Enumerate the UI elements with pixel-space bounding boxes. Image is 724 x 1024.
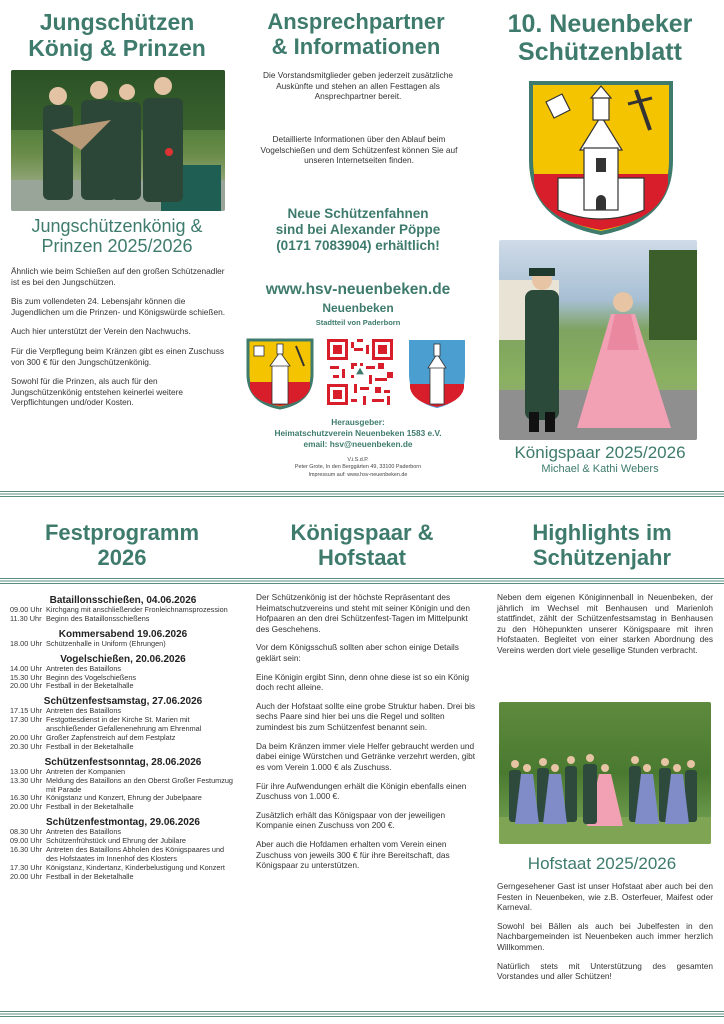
schuetzenblatt-title (482, 10, 718, 66)
notice-line: Neue Schützenfahnen (287, 206, 429, 221)
paragraph: Zusätzlich erhält das Königspaar von der jeweiligen Kompanie einen Zuschuss von 200 €. (256, 809, 446, 831)
paragraph: Sowohl bei Bällen als auch bei Jubelfesten in den Nachbargemeinden ist Neuenbeken auch immer herzlich Willkommen. (497, 920, 713, 953)
schedule-heading: Vogelschießen, 20.06.2026 (60, 653, 186, 665)
paragraph: Natürlich stets mit Unterstützung des gesamten Vorstandes und aller Schützen! (497, 960, 713, 982)
schedule-time: 17.15 Uhr (10, 706, 43, 716)
district-name: Stadtteil von Paderborn (315, 318, 401, 327)
schedule-time: 20.30 Uhr (10, 741, 43, 751)
schedule-text: Schützenfrühstück und Ehrung der Jubilare (46, 836, 186, 846)
highlights-text (497, 881, 713, 982)
schedule-item (10, 716, 236, 734)
paragraph: Auch hier unterstützt der Verein den Nachwuchs. (11, 326, 191, 337)
schedule-text: Königstanz, Kindertanz, Kinderbelustigung und Konzert (46, 862, 225, 872)
bottom-divider (0, 1011, 724, 1017)
schedule-time: 20.00 Uhr (10, 733, 43, 743)
schedule-text: Meldung des Bataillons an den Oberst Großer Festumzug mit Parade (46, 775, 233, 794)
schedule-text: Festball in der Beketalhalle (46, 741, 134, 751)
schedule-text: Antreten des Bataillons (46, 663, 122, 673)
jungschuetzen-photo (11, 70, 225, 211)
schedule-heading: Schützenfestsamstag, 27.06.2026 (43, 696, 203, 708)
schedule-text: Festball in der Beketalhalle (46, 802, 134, 812)
title-line: Königspaar & (290, 520, 434, 545)
schedule-item (10, 777, 236, 795)
schedule-time: 18.00 Uhr (10, 638, 43, 648)
schedule-time: 17.30 Uhr (10, 862, 43, 872)
photo-illustration (11, 70, 225, 211)
crest-small-icon (246, 338, 314, 410)
caption-line: Prinzen 2025/2026 (41, 236, 193, 257)
paragraph: Auch der Hofstaat sollte eine grobe Struktur haben. Drei bis sechs Paare sind hier bei uns die Regel und sollten zumindest bis zum Schützenfest benannt sein. (256, 700, 476, 733)
publisher-name: Heimatschutzverein Neuenbeken 1583 e.V. (274, 427, 442, 438)
paragraph: Sowohl für die Prinzen, als auch für den Jungschützenkönig entstehen keinerlei weitere Verpflichtungen und/oder Kosten. (11, 376, 184, 408)
schedule-time: 13.30 Uhr (10, 775, 43, 785)
title-line: Ansprechpartner (267, 9, 445, 34)
schedule-time: 16.30 Uhr (10, 845, 43, 855)
schedule-item (10, 640, 236, 649)
hofstaat-caption: Hofstaat 2025/2026 (527, 854, 677, 873)
schedule-time: 08.30 Uhr (10, 827, 43, 837)
festprogramm-schedule (10, 590, 236, 882)
paragraph: Gerngesehener Gast ist unser Hofstaat aber auch bei den Festen in Neuenbeken, wie z.B. Osterfeuer, Maifest oder Karneval. (497, 881, 713, 913)
schedule-heading: Schützenfestsonntag, 28.06.2026 (44, 756, 202, 768)
schedule-time: 20.00 Uhr (10, 802, 43, 812)
publisher-block (244, 417, 472, 449)
details-text: Detaillierte Informationen über den Ablauf beim Vogelschießen und dem Schützenfest können Sie auf unseren Internetseiten finden. (260, 134, 458, 166)
title-line: König & Prinzen (28, 34, 206, 61)
schedule-text: Beginn des Vogelschießens (46, 672, 137, 682)
schedule-time: 09.00 Uhr (10, 605, 43, 614)
schedule-time: 15.30 Uhr (10, 672, 43, 682)
schedule-text: Antreten des Bataillons (46, 827, 122, 837)
flags-notice (244, 206, 472, 255)
schedule-item (10, 682, 236, 691)
schedule-item (10, 803, 236, 812)
qr-code-icon[interactable] (327, 339, 393, 405)
schedule-item (10, 873, 236, 882)
koenigspaar-names: Michael & Kathi Webers (541, 463, 659, 475)
schedule-item (10, 615, 236, 624)
koenigspaar-hofstaat-title (244, 521, 480, 570)
vsdp-text: V.i.S.d.P. (347, 457, 369, 463)
publisher-label: Herausgeber: (331, 417, 385, 427)
schedule-text: Schützenhalle in Uniform (Ehrungen) (46, 638, 166, 648)
legal-block (244, 457, 472, 479)
ansprechpartner-title (242, 10, 470, 59)
paragraph: Da beim Kränzen immer viele Helfer gebraucht werden und dabei einige Würstchen und Getränke verzehrt werden, gibt es vom Verein 1.000 € als Zuschuss. (256, 740, 476, 772)
title-line: 2026 (97, 544, 147, 570)
intro-text: Die Vorstandsmitglieder geben jederzeit zusätzliche Auskünfte und stehen an allen Festtagen als Ansprechpartner bereit. (262, 70, 453, 102)
koenigspaar-caption: Königspaar 2025/2026 (514, 443, 686, 462)
schedule-text: Kirchgang mit anschließender Fronleichnamsprozession (46, 605, 228, 614)
address-text: Peter Grote, In den Berggärten 49, 33100 Paderborn (294, 464, 422, 471)
title-line: Schützenjahr (532, 544, 672, 570)
website-link[interactable]: www.hsv-neuenbeken.de (265, 281, 451, 298)
publisher-email[interactable]: email: hsv@neuenbeken.de (303, 438, 413, 449)
schedule-text: Festball in der Beketalhalle (46, 871, 134, 881)
schedule-heading: Bataillonsschießen, 04.06.2026 (49, 595, 197, 606)
schedule-time: 20.00 Uhr (10, 871, 43, 881)
section-divider (0, 578, 724, 584)
jungschuetzen-text (11, 266, 227, 408)
schedule-text: Antreten der Kompanien (46, 766, 126, 776)
title-line: Jungschützen (39, 9, 195, 35)
schedule-time: 13.00 Uhr (10, 766, 43, 776)
schedule-item (10, 743, 236, 752)
paragraph: Ähnlich wie beim Schießen auf den großen Schützenadler ist es bei den Jungschützen. (11, 266, 225, 287)
schedule-text: Antreten des Bataillons Abholen des Königspaares und des Hofstaates im Innenhof des Klosters (46, 845, 225, 863)
koenigspaar-text (256, 592, 476, 871)
jungschuetzen-title (8, 10, 226, 62)
schedule-time: 09.00 Uhr (10, 836, 43, 846)
highlights-title (484, 521, 720, 570)
town-name: Neuenbeken (322, 301, 394, 315)
schedule-text: Großer Zapfenstreich auf dem Festplatz (46, 733, 176, 743)
schedule-time: 17.30 Uhr (10, 715, 43, 725)
schedule-text: Beginn des Bataillonsschießens (46, 613, 150, 623)
schedule-time: 14.00 Uhr (10, 663, 43, 673)
festprogramm-title (4, 521, 240, 570)
schedule-text: Festball in der Beketalhalle (46, 681, 134, 691)
paragraph: Für die Verpflegung beim Kränzen gibt es einen Zuschuss von 300 € für den Jungschützenkönig. (11, 346, 225, 367)
title-line: 10. Neuenbeker (507, 10, 693, 38)
paragraph: Der Schützenkönig ist der höchste Repräsentant des Heimatschutzvereins und steht mit seiner Königin und den Hofpaaren an den drei Schützenfest-Tagen im Mittelpunkt des Geschehens. (256, 592, 470, 634)
caption-line: Jungschützenkönig & (31, 216, 203, 236)
jungschuetzen-caption (8, 216, 226, 256)
schedule-heading: Schützenfestmontag, 29.06.2026 (46, 817, 200, 829)
title-line: Hofstaat (317, 544, 406, 570)
paragraph: Bis zum vollendeten 24. Lebensjahr können die Jugendlichen um die Prinzen- und Königswürde schießen. (11, 296, 226, 317)
impressum-text: Impressum auf: www.hsv-neuenbeken.de (308, 471, 408, 478)
paragraph: Für ihre Aufwendungen erhält die Königin ebenfalls einen Zuschuss von 1.000 €. (256, 780, 467, 802)
schedule-text: Antreten des Bataillons (46, 706, 122, 716)
schedule-time: 11.30 Uhr (10, 613, 42, 623)
photo-illustration (499, 240, 697, 440)
highlights-intro: Neben dem eigenen Königinnenball in Neuenbeken, der jährlich im Wechsel mit Benhausen und Marienloh stattfindet, zählt der Schützenfestsamstag in Benhausen zu den Höhepunkten unserer Königspaare mit ihren Hofstaaten. Begleitet von einer starken Abordnung des Vereins werden dort viele gesellige Stunden verbracht. (497, 592, 713, 656)
crest-large-icon (528, 80, 674, 236)
title-line: Schützenblatt (518, 38, 682, 66)
notice-line: sind bei Alexander Pöppe (275, 222, 441, 238)
paragraph: Vor dem Königsschuß sollten aber schon einige Details geklärt sein: (256, 642, 459, 664)
paragraph: Aber auch die Hofdamen erhalten vom Verein einen Zuschuss von jeweils 300 € für ihre Bereitschaft, das Königspaar zu unterstützen. (256, 838, 450, 871)
schedule-time: 20.00 Uhr (10, 681, 43, 691)
paragraph: Eine Königin ergibt Sinn, denn ohne diese ist so ein König doch recht alleine. (256, 671, 470, 693)
schedule-text: Königstanz und Konzert, Ehrung der Jubelpaare (46, 793, 202, 803)
photo-illustration (499, 702, 711, 844)
title-line: Festprogramm (44, 520, 200, 545)
section-divider (0, 491, 724, 497)
schedule-time: 16.30 Uhr (10, 793, 43, 803)
notice-line: (0171 7083904) erhältlich! (276, 238, 440, 254)
schedule-heading: Kommersabend 19.06.2026 (58, 628, 188, 640)
koenigspaar-photo (499, 240, 697, 440)
title-line: Highlights im (532, 520, 672, 545)
schedule-text: Festgottesdienst in der Kirche St. Marien mit anschließender Gefallenenehrung am Ehrenmal (46, 715, 202, 734)
schedule-item (10, 846, 236, 864)
crest-neuenbeken-icon (407, 338, 467, 410)
title-line: & Informationen (271, 33, 441, 59)
hofstaat-photo (499, 702, 711, 844)
